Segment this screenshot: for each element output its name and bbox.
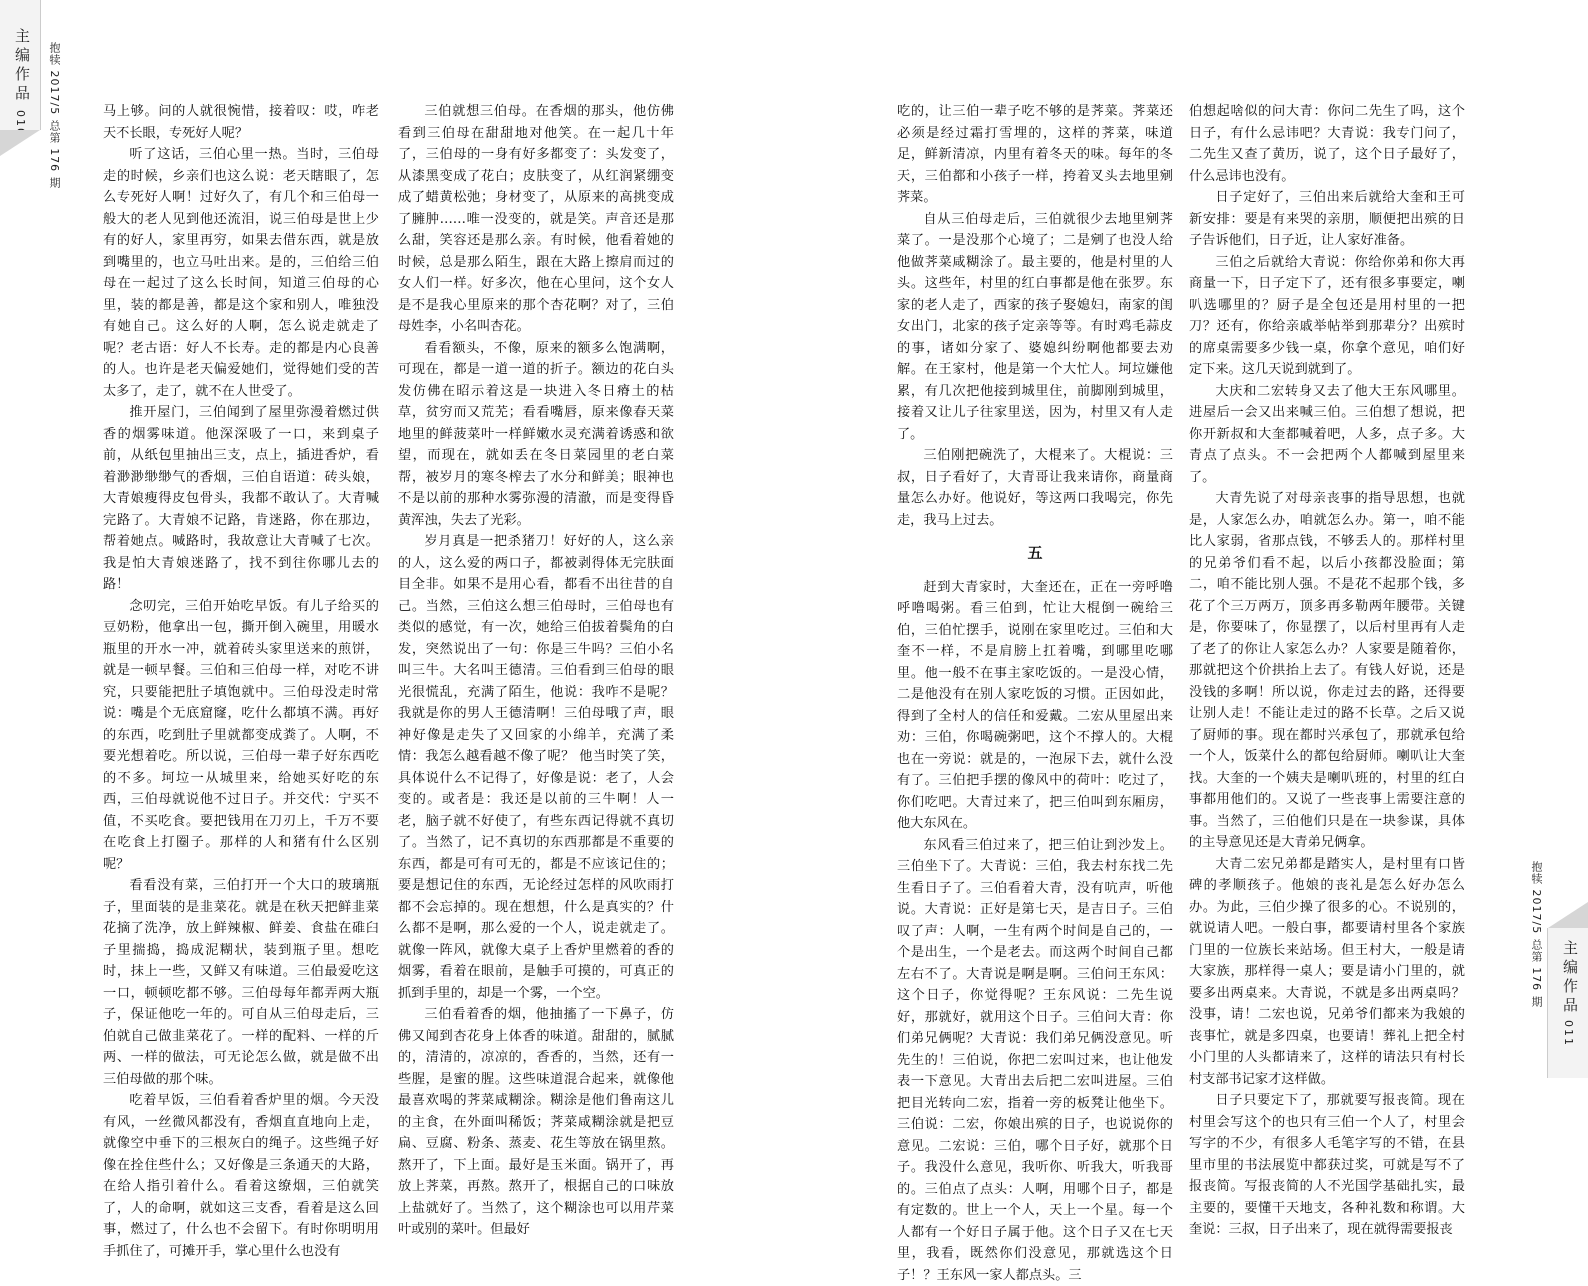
paragraph: 日子只要定下了，那就要写报丧简。现在村里会写这个的也只有三伯一个人了，村里会写字的不少，有很多人毛笔字写的不错，在县里市里的书法展览中都获过奖，可就是写不了报丧简。写报丧简的人不光国学基础扎实，最主要的，要懂干天地支，各种礼数和称谓。大奎说：三叔，日子出来了，现在就得需要报丧 [1189,1090,1465,1241]
tab-corner-shape [0,130,40,156]
paragraph: 看看没有菜，三伯打开一个大口的玻璃瓶子，里面装的是韭菜花。就是在秋天把鲜韭菜花摘了洗净，放上鲜辣椒、鲜姜、食盐在碓臼子里揣捣，捣成泥糊状，装到瓶子里。想吃时，抹上一些，又鲜又有味道。三伯最爱吃这一口，顿顿吃都不够。三伯母每年都弄两大瓶子，保证他吃一年的。可自从三伯母走后，三伯就自己做韭菜花了。一样的配料、一样的斤两、一样的做法，可无论怎么做，就是做不出三伯母做的那个味。 [103,875,379,1090]
paragraph: 吃着早饭，三伯看着香炉里的烟。今天没有风，一丝微风都没有，香烟直直地向上走，就像空中垂下的三根灰白的绳子。这些绳子好像在拴住些什么；又好像是三条通天的大路，在给人指引着什么。看着这缭烟，三伯就笑了，人的命啊，就如这三支香，看着是这么回事，燃过了，什么也不会留下。有时你明明用手抓住了，可摊开手，掌心里什么也没有 [103,1090,379,1262]
paragraph: 东风看三伯过来了，把三伯让到沙发上。三伯坐下了。大青说：三伯，我去村东找二先生看日子了。三伯看着大青，没有吭声，听他说。大青说：正好是第七天，是吉日子。三伯叹了声：人啊，一生有两个时间是自己的，一个是出生，一个是老去。而这两个时间自己都左右不了。大青说是啊是啊。三伯问王东风：这个日子，你觉得呢？王东风说：二先生说好，那就好，就用这个日子。三伯问大青：你们弟兄俩呢？大青说：我们弟兄俩没意见。听先生的！三伯说，你把二宏叫过来，也让他发表一下意见。大青出去后把二宏叫进屋。三伯把目光转向二宏，指着一旁的板凳让他坐下。三伯说：二宏，你娘出殡的日子，也说说你的意见。二宏说：三伯，哪个日子好，就那个日子。我没什么意见，我听你、听我大，听我哥的。三伯点了点头：人啊，用哪个日子，都是有定数的。世上一个人，天上一个星。每一个人都有一个好日子属于他。这个日子又在七天里，我看，既然你们没意见，那就选这个日子！？王东风一家人都点头。三 [897,835,1173,1286]
section-tab-label: 主编作品 [12,28,33,104]
paragraph: 日子定好了，三伯出来后就给大奎和王可新安排：要是有来哭的亲朋，顺便把出殡的日子告诉他们，日子近，让人家好准备。 [1189,187,1465,252]
paragraph: 大青二宏兄弟都是踏实人，是村里有口皆碑的孝顺孩子。他娘的丧礼是怎么好办怎么办。为此，三伯少操了很多的心。不说别的，就说请人吧。一般白事，都要请村里各个家族门里的一位族长来站场。但王村大，一般是请大家族，那样得一桌人；要是请小门里的，就要多出两桌来。大青说，不就是多出两桌吗？没事，请！二宏也说，兄弟爷们都来为我娘的丧事忙，就是多四桌，也要请！葬礼上把全村小门里的人头都请来了，这样的请法只有村长村支部书记家才这样做。 [1189,854,1465,1091]
left-page [0,0,794,1078]
paragraph: 三伯就想三伯母。在香烟的那头，他仿佛看到三伯母在甜甜地对他笑。在一起几十年了，三伯母的一身有好多都变了：头发变了，从漆黑变成了花白；皮肤变了，从红润紧绷变成了蜡黄松弛；身材变了，从原来的高挑变成了臃肿……唯一没变的，就是笑。声音还是那么甜，笑容还是那么亲。有时候，他看着她的时候，总是那么陌生，跟在大路上擦肩而过的女人们一样。好多次，他在心里问，这个女人是不是我心里原来的那个杏花啊？对了，三伯母姓李，小名叫杏花。 [398,101,674,338]
issue-meta: 抱犊 2017/5 总第 176 期 [46,42,62,189]
issue-meta: 抱犊 2017/5 总第 176 期 [1528,861,1544,1008]
tab-corner-shape [1548,902,1588,928]
left-column-2 [398,101,674,1241]
right-column-2 [1189,101,1465,1241]
paragraph: 推开屋门，三伯闻到了屋里弥漫着燃过供香的烟雾味道。他深深吸了一口，来到桌子前，从纸包里抽出三支，点上，插进香炉，看着渺渺缈缈气的香烟，三伯自语道：砖头娘，大青娘瘦得皮包骨头，我都不敢认了。大青喊完路了。大青娘不记路，肯迷路，你在那边，帮着她点。喊路时，我故意让大青喊了七次。我是怕大青娘迷路了，找不到往你哪儿去的路！ [103,402,379,596]
paragraph: 自从三伯母走后，三伯就很少去地里剜荠菜了。一是没那个心境了；二是剜了也没人给他做荠菜咸糊涂了。最主要的，他是村里的人头。这些年，村里的红白事都是他在张罗。东家的老人走了，西家的孩子娶媳妇，南家的闺女出门，北家的孩子定亲等等。有时鸡毛蒜皮的事，诸如分家了、婆媳纠纷啊他都要去劝解。在王家村，他是第一个大忙人。坷垃嫌他累，有几次把他接到城里住，前脚刚到城里，接着又让儿子往家里送，因为，村里又有人走了。 [897,209,1173,446]
left-section-tab [0,0,41,130]
paragraph: 念叨完，三伯开始吃早饭。有儿子给买的豆奶粉，他拿出一包，撕开倒入碗里，用暖水瓶里的开水一冲，就着砖头家里送来的煎饼，就是一顿早餐。三伯和三伯母一样，对吃不讲究，只要能把肚子填饱就中。三伯母没走时常说：嘴是个无底窟窿，吃什么都填不满。再好的东西，吃到肚子里就都变成粪了。人啊，不要光想着吃。所以说，三伯母一辈子好东西吃的不多。坷垃一从城里来，给她买好吃的东西，三伯母就说他不过日子。并交代：宁买不值，不买吃食。要把钱用在刀刃上，千万不要在吃食上打圈子。那样的人和猪有什么区别呢？ [103,596,379,876]
paragraph: 三伯看着香的烟，他抽搐了一下鼻子，仿佛又闻到杏花身上体香的味道。甜甜的，腻腻的，清清的，凉凉的，香香的，当然，还有一些腥，是蜜的腥。这些味道混合起来，就像他最喜欢喝的荠菜咸糊涂。糊涂是他们鲁南这儿的主食，在外面叫稀饭；荠菜咸糊涂就是把豆扁、豆腐、粉条、蒸麦、花生等放在锅里熬。熬开了，下上面。最好是玉米面。锅开了，再放上荠菜，再熬。熬开了，根据自己的口味放上盐就好了。当然了，这个糊涂也可以用芹菜叶或别的菜叶。但最好 [398,1004,674,1241]
page-number: 010 [14,110,27,137]
paragraph: 大青先说了对母亲丧事的指导思想，也就是，人家怎么办，咱就怎么办。第一，咱不能比人家弱，省那点钱，不够丢人的。那样村里的兄弟爷们看不起，以后小孩都没脸面；第二，咱不能比别人强。不是花不起那个钱，多花了个三万两万，顶多再多勒两年腰带。关键是，你要味了，你显摆了，以后村里再有人走了老了的你让人家怎么办？人家要是随着你，那就把这个价拱抬上去了。有钱人好说，还是没钱的多啊！所以说，你走过去的路，还得要让别人走！不能让走过的路不长草。之后又说了厨师的事。现在都时兴承包了，那就承包给一个人，饭菜什么的都包给厨师。喇叭让大奎找。大奎的一个姨夫是喇叭班的，村里的红白事都用他们的。又说了一些丧事上需要注意的事。当然了，三伯他们只是在一块参谋，具体的主导意见还是大青弟兄俩拿。 [1189,488,1465,854]
left-column-1 [103,101,379,1262]
paragraph: 岁月真是一把杀猪刀！好好的人，这么亲的人，这么爱的两口子，都被剥得体无完肤面目全非。如果不是用心看，都看不出往昔的自己。当然，三伯这么想三伯母时，三伯母也有类似的感觉，有一次，她给三伯拔着鬓角的白发，突然说出了一句：你是三牛吗？三伯小名叫三牛。大名叫王德清。三伯看到三伯母的眼光很慌乱，充满了陌生，他说：我咋不是呢？我就是你的男人王德清啊！三伯母哦了声，眼神好像是走失了又回家的小绵羊，充满了柔情：我怎么越看越不像了呢？ 他当时笑了笑，具体说什么不记得了，好像是说：老了，人会变的。或者是：我还是以前的三牛啊！人一老，脑子就不好使了，有些东西记得就不真切了。当然了，记不真切的东西那都是不重要的东西，都是可有可无的，都是不应该记住的；要是想记住的东西，无论经过怎样的风吹雨打都不会忘掉的。现在想想，什么是真实的？什么都不是啊，那么爱的一个人，说走就走了。就像一阵风，就像大桌子上香炉里燃着的香的烟雾，看着在眼前，是触手可摸的，可真正的抓到手里的，却是一个雾，一个空。 [398,531,674,1004]
paragraph: 三伯之后就给大青说：你给你弟和你大再商量一下，日子定下了，还有很多事要定，喇叭选哪里的？厨子是全包还是用村里的一把刀？还有，你给亲戚举帖举到那辈分？出殡时的席桌需要多少钱一桌，你拿个意见，咱们好定下来。这几天说到就到了。 [1189,252,1465,381]
paragraph: 大庆和二宏转身又去了他大王东风哪里。进屋后一会又出来喊三伯。三伯想了想说，把你开新叔和大奎都喊着吧，人多，点子多。大青点了点头。不一会把两个人都喊到屋里来了。 [1189,381,1465,489]
right-section-tab [1547,928,1588,1078]
right-page [794,0,1588,1078]
paragraph: 看看额头，不像，原来的额多么饱满啊，可现在，都是一道一道的折子。额边的花白头发仿佛在昭示着这是一块进入冬日瘠土的枯草，贫穷而又荒芜；看看嘴唇，原来像春天菜地里的鲜菠菜叶一样鲜嫩水灵充满着诱惑和欲望，而现在，就如丢在冬日菜园里的老白菜帮，被岁月的寒冬榨去了水分和鲜美；眼神也不是以前的那种水雾弥漫的清澈，而是变得昏黄浑浊，失去了光彩。 [398,338,674,532]
page-number: 011 [1562,1020,1575,1047]
paragraph: 听了这话，三伯心里一热。当时，三伯母走的时候，乡亲们也这么说：老天瞎眼了，怎么专死好人啊！过好久了，有几个和三伯母一般大的老人见到他还流泪，说三伯母是世上少有的好人，家里再穷，如果去借东西，就是放到嘴里的，也立马吐出来。是的，三伯给三伯母在一起过了这么长时间，知道三伯母的心里，装的都是善，都是这个家和别人，唯独没有她自己。这么好的人啊，怎么说走就走了呢？老古语：好人不长寿。走的都是内心良善的人。也许是老天偏爱她们，觉得她们受的苦太多了，走了，就不在人世受了。 [103,144,379,402]
section-tab-label: 主编作品 [1560,940,1581,1016]
paragraph: 赶到大青家时，大奎还在，正在一旁呼噜呼噜喝粥。看三伯到，忙让大棍倒一碗给三伯，三伯忙摆手，说刚在家里吃过。三伯和大奎不一样，不是肩膀上扛着嘴，到哪里吃哪里。他一般不在事主家吃饭的。一是没心情，二是他没有在别人家吃饭的习惯。正因如此，得到了全村人的信任和爱戴。二宏从里屋出来劝：三伯，你喝碗粥吧，这个不撑人的。大棍也在一旁说：就是的，一泡尿下去，就什么没有了。三伯把手摆的像风中的荷叶：吃过了，你们吃吧。大青过来了，把三伯叫到东厢房，他大东风在。 [897,577,1173,835]
right-column-1 [897,101,1173,1286]
paragraph: 吃的，让三伯一辈子吃不够的是荠菜。荠菜还必须是经过霜打雪埋的，这样的荠菜，味道足，鲜新清凉，内里有着冬天的味。每年的冬天，三伯都和小孩子一样，挎着叉头去地里剜荠菜。 [897,101,1173,209]
section-heading: 五 [897,543,1173,565]
paragraph: 马上够。问的人就很惋惜，接着叹：哎，咋老天不长眼，专死好人呢？ [103,101,379,144]
paragraph: 伯想起啥似的问大青：你问二先生了吗，这个日子，有什么忌讳吧？大青说：我专门问了，二先生又查了黄历，说了，这个日子最好了，什么忌讳也没有。 [1189,101,1465,187]
paragraph: 三伯刚把碗洗了，大棍来了。大棍说：三叔，日子看好了，大青哥让我来请你，商量商量怎么办好。他说好，等这两口我喝完，你先走，我马上过去。 [897,445,1173,531]
